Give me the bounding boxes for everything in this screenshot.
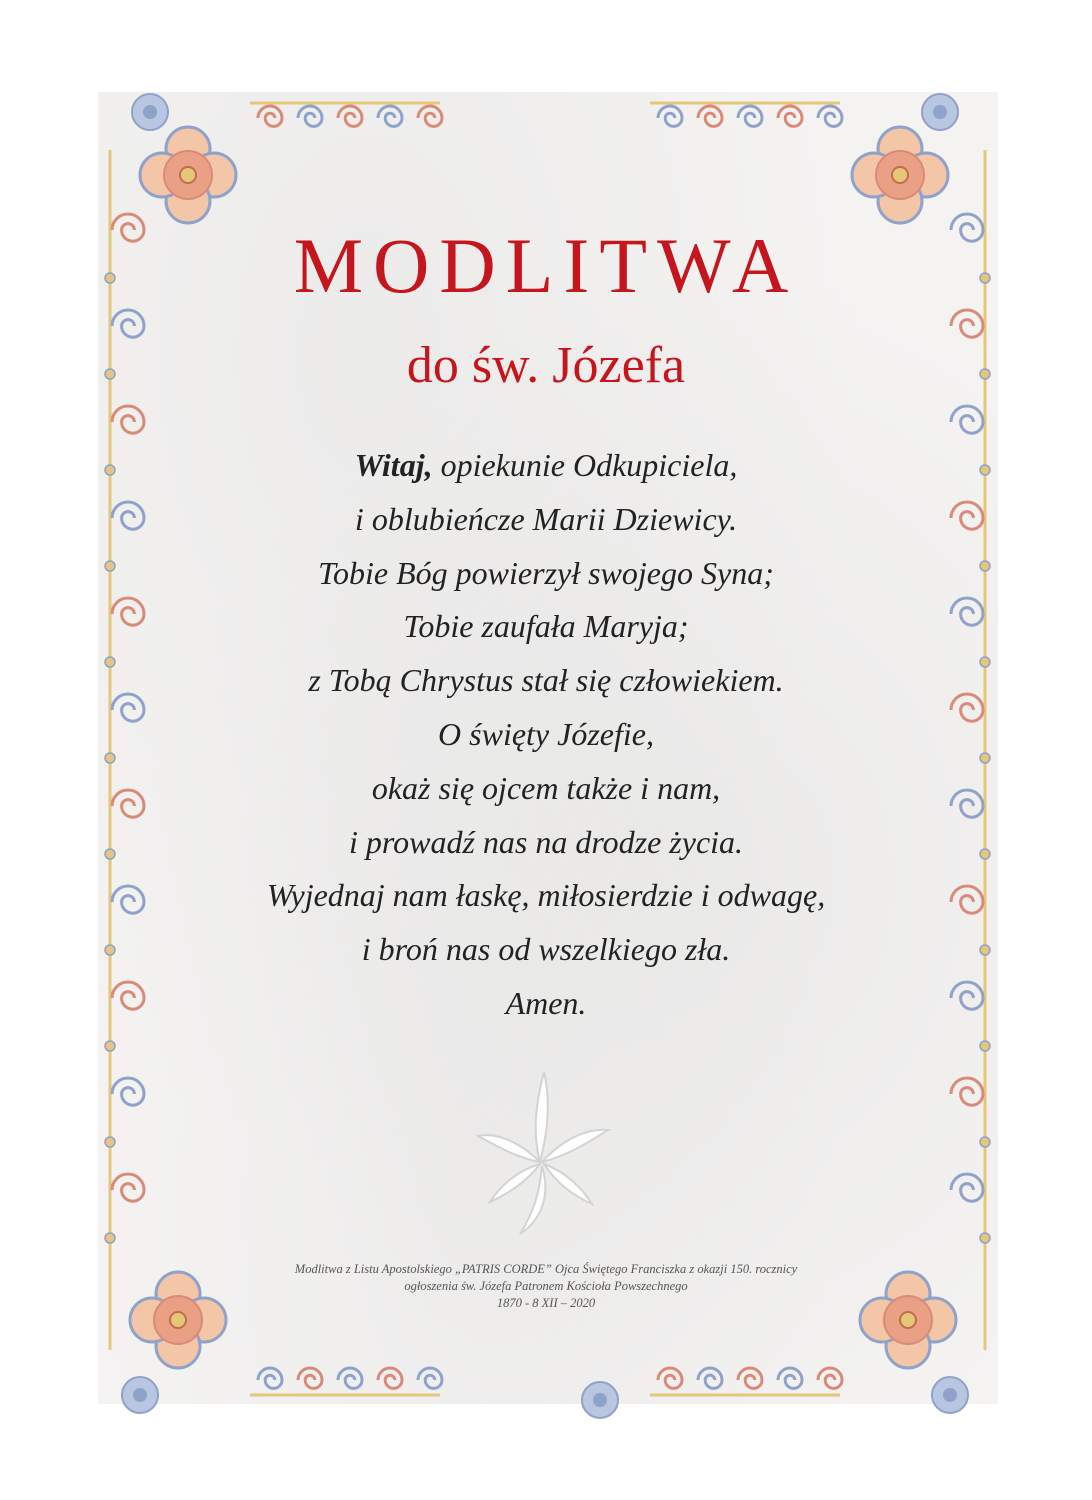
border-flower-icon	[980, 1233, 990, 1243]
page-title: MODLITWA	[293, 222, 799, 309]
border-flower-icon	[105, 1041, 115, 1051]
prayer-line: okaż się ojcem także i nam,	[371, 769, 721, 806]
border-swirl-bottom	[738, 1368, 762, 1388]
border-swirl-bottom	[418, 1368, 442, 1388]
blue-rosette-center-icon	[933, 105, 947, 119]
border-flower-icon	[105, 1233, 115, 1243]
border-swirl-left	[112, 406, 144, 433]
prayer-line: i broń nas od wszelkiego zła.	[361, 931, 731, 968]
border-flower-icon	[105, 1137, 115, 1147]
border-swirl-top	[698, 106, 722, 126]
border-swirl-top	[378, 106, 402, 126]
prayer-first-word: Witaj,	[354, 447, 433, 483]
page-subtitle: do św. Józefa	[406, 337, 686, 394]
prayer-text	[0, 439, 1092, 1031]
border-swirl-right	[951, 406, 983, 433]
footer-line: Modlitwa z Listu Apostolskiego „PATRIS CORDE” Ojca Świętego Franciszka z okazji 150. rocznicy	[294, 1262, 798, 1276]
footer-line: ogłoszenia św. Józefa Patronem Kościoła Powszechnego	[404, 1279, 688, 1293]
border-swirl-left	[112, 1174, 144, 1201]
border-swirl-bottom	[778, 1368, 802, 1388]
corner-medallion-top-right	[852, 127, 948, 223]
prayer-line: Tobie zaufała Maryja;	[403, 608, 689, 645]
border-swirl-left	[112, 1078, 144, 1105]
border-swirl-top	[778, 106, 802, 126]
prayer-line: i oblubieńcze Marii Dziewicy.	[354, 500, 738, 537]
border-swirl-top	[658, 106, 682, 126]
prayer-first-rest: opiekunie Odkupiciela,	[432, 447, 738, 483]
border-swirl-bottom	[258, 1368, 282, 1388]
border-swirl-top	[418, 106, 442, 126]
prayer-line: z Tobą Chrystus stał się człowiekiem.	[308, 662, 784, 699]
lily-watermark-icon	[470, 1062, 620, 1242]
border-flower-icon	[980, 1137, 990, 1147]
border-swirl-top	[818, 106, 842, 126]
border-swirl-bottom	[698, 1368, 722, 1388]
border-swirl-bottom	[658, 1368, 682, 1388]
prayer-line: i prowadź nas na drodze życia.	[348, 823, 744, 860]
prayer-line: Tobie Bóg powierzył swojego Syna;	[318, 554, 774, 591]
prayer-line	[0, 439, 1092, 493]
blue-rosette-center-icon	[593, 1393, 607, 1407]
footer-note	[0, 1261, 1092, 1312]
border-swirl-bottom	[818, 1368, 842, 1388]
border-swirl-right	[951, 1078, 983, 1105]
border-swirl-top	[298, 106, 322, 126]
border-swirl-top	[338, 106, 362, 126]
border-swirl-top	[738, 106, 762, 126]
border-swirl-right	[951, 1174, 983, 1201]
border-swirl-top	[258, 106, 282, 126]
border-swirl-bottom	[338, 1368, 362, 1388]
border-swirl-bottom	[378, 1368, 402, 1388]
corner-medallion-top-left	[140, 127, 236, 223]
prayer-line: Amen.	[505, 984, 587, 1021]
blue-rosette-center-icon	[943, 1388, 957, 1402]
prayer-line: Wyjednaj nam łaskę, miłosierdzie i odwagę,	[266, 877, 826, 914]
footer-line: 1870 - 8 XII – 2020	[496, 1296, 596, 1310]
blue-rosette-center-icon	[143, 105, 157, 119]
prayer-line: O święty Józefie,	[438, 715, 654, 752]
border-flower-icon	[980, 1041, 990, 1051]
border-swirl-bottom	[298, 1368, 322, 1388]
blue-rosette-center-icon	[133, 1388, 147, 1402]
